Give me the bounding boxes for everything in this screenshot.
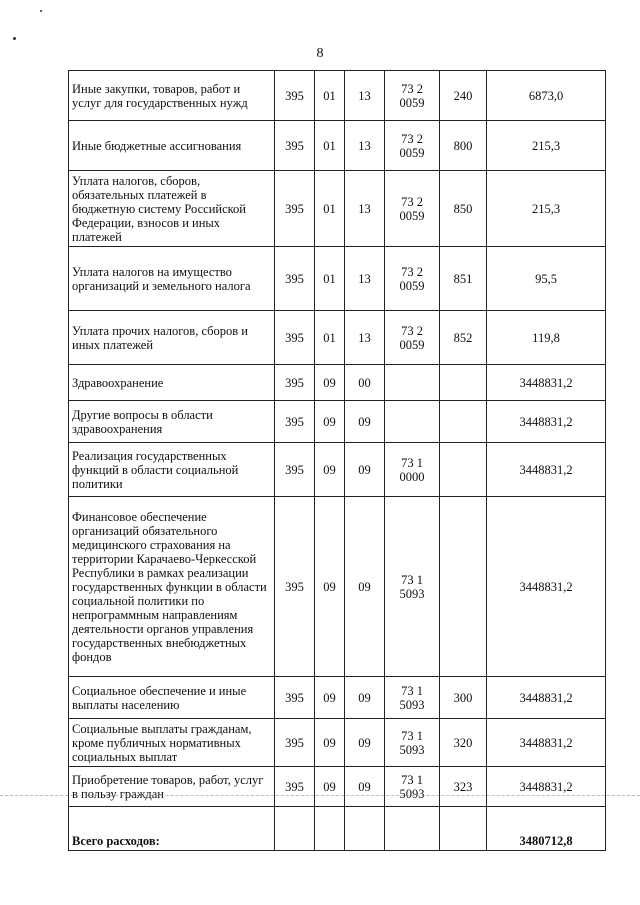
row-name: Иные бюджетные ассигнования bbox=[69, 121, 275, 171]
row-csr: 73 2 0059 bbox=[385, 311, 440, 365]
row-vr bbox=[440, 443, 487, 497]
row-name: Иные закупки, товаров, работ и услуг для государственных нужд bbox=[69, 71, 275, 121]
row-rz: 09 bbox=[315, 401, 345, 443]
row-name: Уплата налогов, сборов, обязательных платежей в бюджетную систему Российской Федерации, взносов и иных платежей bbox=[69, 171, 275, 247]
row-vr: 850 bbox=[440, 171, 487, 247]
row-amount: 3448831,2 bbox=[487, 401, 606, 443]
row-vr bbox=[440, 365, 487, 401]
row-amount: 215,3 bbox=[487, 121, 606, 171]
row-amount: 3448831,2 bbox=[487, 719, 606, 767]
row-pr: 13 bbox=[345, 311, 385, 365]
row-csr: 73 1 0000 bbox=[385, 443, 440, 497]
table-row bbox=[69, 311, 606, 365]
row-pr: 09 bbox=[345, 401, 385, 443]
total-amount: 3480712,8 bbox=[487, 807, 606, 851]
row-pr: 09 bbox=[345, 677, 385, 719]
row-csr: 73 1 5093 bbox=[385, 767, 440, 807]
row-amount: 6873,0 bbox=[487, 71, 606, 121]
table-row bbox=[69, 677, 606, 719]
row-vr: 240 bbox=[440, 71, 487, 121]
row-amount: 3448831,2 bbox=[487, 767, 606, 807]
row-rz: 01 bbox=[315, 121, 345, 171]
total-row bbox=[69, 807, 606, 851]
row-ved: 395 bbox=[275, 171, 315, 247]
table-row bbox=[69, 121, 606, 171]
table-row bbox=[69, 365, 606, 401]
row-csr: 73 2 0059 bbox=[385, 71, 440, 121]
row-pr: 09 bbox=[345, 719, 385, 767]
row-ved: 395 bbox=[275, 767, 315, 807]
row-rz: 09 bbox=[315, 767, 345, 807]
row-csr: 73 2 0059 bbox=[385, 171, 440, 247]
budget-table bbox=[68, 70, 606, 851]
row-vr: 300 bbox=[440, 677, 487, 719]
row-rz: 09 bbox=[315, 497, 345, 677]
row-pr: 13 bbox=[345, 171, 385, 247]
table-row bbox=[69, 443, 606, 497]
row-name: Другие вопросы в области здравоохранения bbox=[69, 401, 275, 443]
row-amount: 215,3 bbox=[487, 171, 606, 247]
row-ved: 395 bbox=[275, 719, 315, 767]
row-pr: 13 bbox=[345, 71, 385, 121]
row-name: Уплата прочих налогов, сборов и иных платежей bbox=[69, 311, 275, 365]
row-csr bbox=[385, 365, 440, 401]
row-amount: 3448831,2 bbox=[487, 677, 606, 719]
row-amount: 95,5 bbox=[487, 247, 606, 311]
row-amount: 3448831,2 bbox=[487, 443, 606, 497]
row-pr: 09 bbox=[345, 497, 385, 677]
row-rz: 01 bbox=[315, 311, 345, 365]
total-label: Всего расходов: bbox=[69, 807, 275, 851]
table-row bbox=[69, 719, 606, 767]
scan-speck bbox=[13, 37, 16, 40]
row-ved: 395 bbox=[275, 443, 315, 497]
row-rz: 01 bbox=[315, 247, 345, 311]
row-vr: 320 bbox=[440, 719, 487, 767]
row-ved: 395 bbox=[275, 365, 315, 401]
row-csr: 73 1 5093 bbox=[385, 719, 440, 767]
row-name: Приобретение товаров, работ, услуг в пользу граждан bbox=[69, 767, 275, 807]
table-row bbox=[69, 247, 606, 311]
row-vr bbox=[440, 497, 487, 677]
row-name: Социальное обеспечение и иные выплаты населению bbox=[69, 677, 275, 719]
row-pr: 09 bbox=[345, 443, 385, 497]
row-csr: 73 2 0059 bbox=[385, 247, 440, 311]
total-empty-cell bbox=[345, 807, 385, 851]
total-empty-cell bbox=[440, 807, 487, 851]
row-csr: 73 1 5093 bbox=[385, 677, 440, 719]
row-rz: 09 bbox=[315, 677, 345, 719]
scan-speck bbox=[40, 10, 42, 12]
row-csr: 73 2 0059 bbox=[385, 121, 440, 171]
scan-artifact-line bbox=[0, 795, 640, 796]
total-empty-cell bbox=[275, 807, 315, 851]
row-rz: 01 bbox=[315, 71, 345, 121]
row-amount: 3448831,2 bbox=[487, 497, 606, 677]
table-row bbox=[69, 171, 606, 247]
row-vr: 852 bbox=[440, 311, 487, 365]
row-csr bbox=[385, 401, 440, 443]
row-name: Социальные выплаты гражданам, кроме публичных нормативных социальных выплат bbox=[69, 719, 275, 767]
row-vr: 800 bbox=[440, 121, 487, 171]
row-name: Уплата налогов на имущество организаций и земельного налога bbox=[69, 247, 275, 311]
row-ved: 395 bbox=[275, 121, 315, 171]
row-rz: 01 bbox=[315, 171, 345, 247]
row-ved: 395 bbox=[275, 71, 315, 121]
row-amount: 119,8 bbox=[487, 311, 606, 365]
table-row bbox=[69, 767, 606, 807]
row-ved: 395 bbox=[275, 401, 315, 443]
row-csr: 73 1 5093 bbox=[385, 497, 440, 677]
row-ved: 395 bbox=[275, 311, 315, 365]
row-name: Финансовое обеспечение организаций обязательного медицинского страхования на территории Карачаево-Черкесской Республики в рамках реализации государственных функции в области социальной политики по непрограммным направлениям деятельности органов управления государственных внебюджетных фондов bbox=[69, 497, 275, 677]
page-number: 8 bbox=[316, 46, 324, 61]
row-vr: 851 bbox=[440, 247, 487, 311]
row-pr: 00 bbox=[345, 365, 385, 401]
total-empty-cell bbox=[385, 807, 440, 851]
row-name: Реализация государственных функций в области социальной политики bbox=[69, 443, 275, 497]
table-row bbox=[69, 71, 606, 121]
row-rz: 09 bbox=[315, 365, 345, 401]
table-row bbox=[69, 497, 606, 677]
row-pr: 09 bbox=[345, 767, 385, 807]
total-empty-cell bbox=[315, 807, 345, 851]
row-rz: 09 bbox=[315, 719, 345, 767]
row-pr: 13 bbox=[345, 247, 385, 311]
row-vr: 323 bbox=[440, 767, 487, 807]
row-rz: 09 bbox=[315, 443, 345, 497]
row-ved: 395 bbox=[275, 677, 315, 719]
row-name: Здравоохранение bbox=[69, 365, 275, 401]
row-vr bbox=[440, 401, 487, 443]
row-amount: 3448831,2 bbox=[487, 365, 606, 401]
table-row bbox=[69, 401, 606, 443]
row-pr: 13 bbox=[345, 121, 385, 171]
row-ved: 395 bbox=[275, 247, 315, 311]
row-ved: 395 bbox=[275, 497, 315, 677]
